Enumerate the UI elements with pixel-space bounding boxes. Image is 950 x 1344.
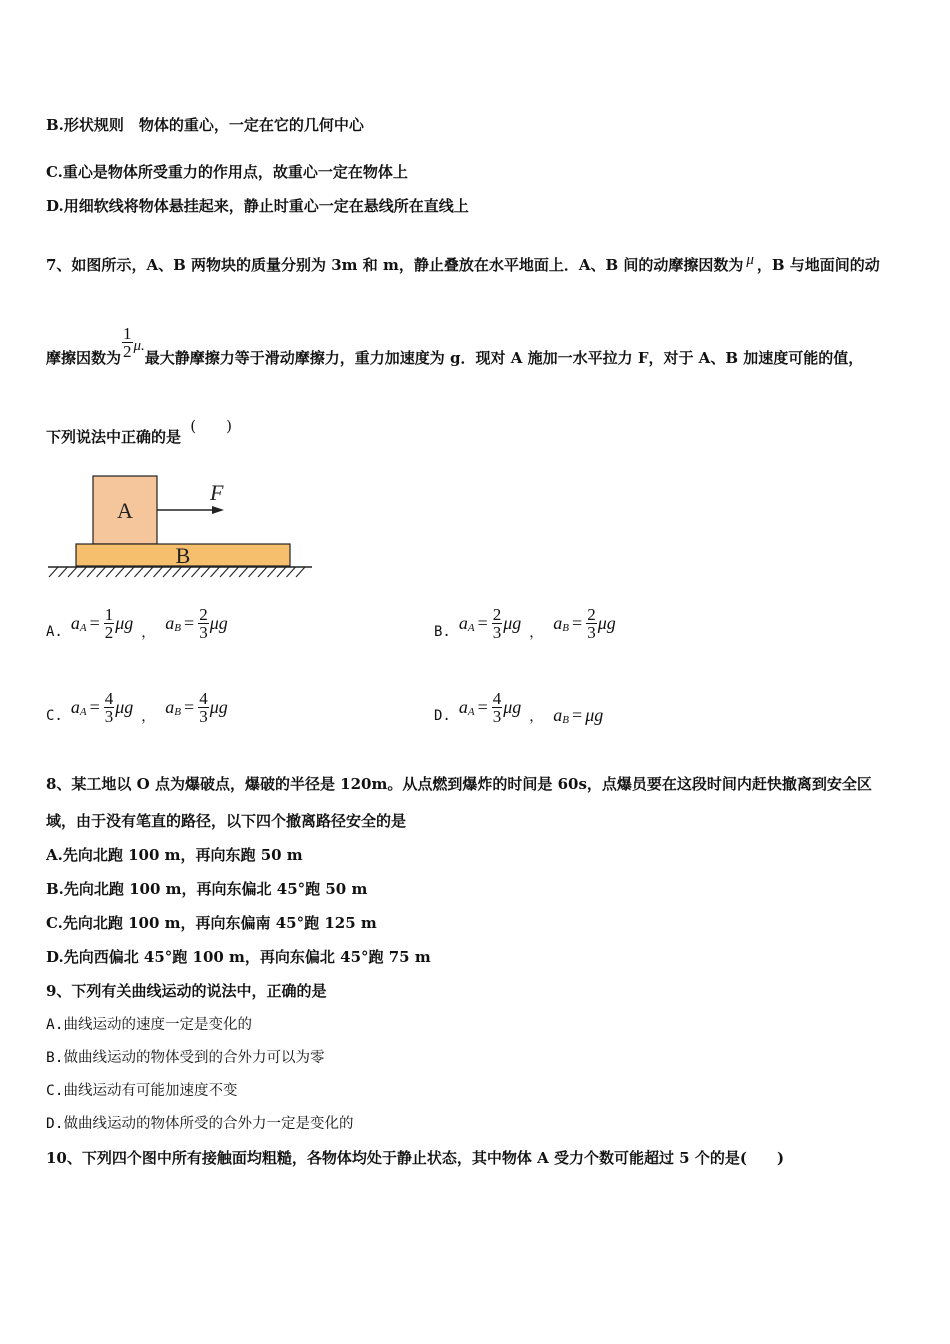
hatch-stroke bbox=[230, 567, 239, 577]
q8-stem-line1: 8、某工地以 O 点为爆破点，爆破的半径是 120m。从点燃到爆炸的时间是 60s，点爆员要在这段时间内赶快撤离到安全区 bbox=[46, 775, 872, 793]
q6-option-c: C.重心是物体所受重力的作用点，故重心一定在物体上 bbox=[46, 163, 408, 181]
hatch-stroke bbox=[220, 567, 229, 577]
hatch-stroke bbox=[258, 567, 267, 577]
q7-stem-line1: 7、如图所示，A、B 两物块的质量分别为 3m 和 m，静止叠放在水平地面上．A、B 间的动摩擦因数为 μ ，B 与地面间的动 bbox=[46, 252, 880, 274]
q8-stem-line2: 域，由于没有笔直的路径，以下四个撤离路径安全的是 bbox=[46, 812, 407, 830]
q8-option-b: B.先向北跑 100 m，再向东偏北 45°跑 50 m bbox=[46, 880, 368, 898]
q8-option-d: D.先向西偏北 45°跑 100 m，再向东偏北 45°跑 75 m bbox=[46, 948, 431, 966]
q7-option-d: D. a $_A$ = $\frac{4}{3}$ μg ， a $_B$ = μg bbox=[434, 689, 604, 726]
fraction: $\frac{4}{3}$ bbox=[492, 689, 502, 726]
hatch-stroke bbox=[87, 567, 96, 577]
hatch-stroke bbox=[239, 567, 248, 577]
hatch-stroke bbox=[211, 567, 220, 577]
fraction: $\frac{4}{3}$ bbox=[199, 689, 208, 726]
fraction: $\frac{2}{3}$ bbox=[492, 605, 502, 642]
q9-option-d: D.做曲线运动的物体所受的合外力一定是变化的 bbox=[46, 1116, 354, 1132]
fraction: $\frac{2}{3}$ bbox=[587, 605, 596, 642]
block-b-label: B bbox=[175, 543, 191, 568]
hatch-stroke bbox=[192, 567, 201, 577]
q9-option-b: B.做曲线运动的物体受到的合外力可以为零 bbox=[46, 1050, 325, 1066]
force-label: F bbox=[210, 480, 224, 505]
q7-option-a: A. a $_A$ = $\frac{1}{2}$ μg ， a $_B$ = $\frac{2}{3}$ μg bbox=[46, 605, 228, 642]
q7-option-c: C. a $_A$ = $\frac{4}{3}$ μg ， a $_B$ = $\frac{4}{3}$ μg bbox=[46, 689, 228, 726]
ground-hatching bbox=[49, 567, 305, 577]
hatch-stroke bbox=[106, 567, 115, 577]
hatch-stroke bbox=[173, 567, 182, 577]
half-fraction: $\frac{1}{2}$ bbox=[123, 324, 132, 361]
q8-option-c: C.先向北跑 100 m，再向东偏南 45°跑 125 m bbox=[46, 914, 377, 932]
q9-option-a: A.曲线运动的速度一定是变化的 bbox=[46, 1017, 252, 1033]
blocks-figure bbox=[46, 472, 316, 582]
fraction: $\frac{1}{2}$ bbox=[104, 605, 114, 642]
q6-option-b: B.形状规则 物体的重心，一定在它的几何中心 bbox=[46, 116, 364, 134]
hatch-stroke bbox=[268, 567, 277, 577]
hatch-stroke bbox=[116, 567, 125, 577]
hatch-stroke bbox=[201, 567, 210, 577]
hatch-stroke bbox=[135, 567, 144, 577]
answer-blank: ( ) bbox=[190, 417, 232, 435]
block-a-label: A bbox=[117, 498, 133, 523]
q7-stem-line3: 下列说法中正确的是 ( ) bbox=[46, 417, 232, 446]
hatch-stroke bbox=[287, 567, 296, 577]
hatch-stroke bbox=[97, 567, 106, 577]
q9-stem: 9、下列有关曲线运动的说法中，正确的是 bbox=[46, 982, 327, 1000]
hatch-stroke bbox=[182, 567, 191, 577]
q10-stem: 10、下列四个图中所有接触面均粗糙，各物体均处于静止状态，其中物体 A 受力个数可能超过 5 个的是( ) bbox=[46, 1149, 785, 1167]
hatch-stroke bbox=[144, 567, 153, 577]
fraction: $\frac{4}{3}$ bbox=[104, 689, 114, 726]
q8-option-a: A.先向北跑 100 m，再向东跑 50 m bbox=[46, 846, 303, 864]
hatch-stroke bbox=[125, 567, 134, 577]
hatch-stroke bbox=[59, 567, 68, 577]
hatch-stroke bbox=[49, 567, 58, 577]
hatch-stroke bbox=[68, 567, 77, 577]
q6-option-d: D.用细软线将物体悬挂起来，静止时重心一定在悬线所在直线上 bbox=[46, 197, 469, 215]
hatch-stroke bbox=[277, 567, 286, 577]
hatch-stroke bbox=[249, 567, 258, 577]
mu-symbol: μ bbox=[746, 252, 754, 268]
hatch-stroke bbox=[78, 567, 87, 577]
force-arrowhead bbox=[212, 506, 224, 514]
hatch-stroke bbox=[296, 567, 305, 577]
q7-option-b: B. a $_A$ = $\frac{2}{3}$ μg ， a $_B$ = $\frac{2}{3}$ μg bbox=[434, 605, 616, 642]
hatch-stroke bbox=[154, 567, 163, 577]
fraction: $\frac{2}{3}$ bbox=[199, 605, 208, 642]
q7-stem-line2: 摩擦因数为 $\frac{1}{2}$ μ. 最大静摩擦力等于滑动摩擦力，重力加速度为 g．现对 A 施加一水平拉力 F，对于 A、B 加速度可能的值， bbox=[46, 324, 864, 367]
q9-option-c: C.曲线运动有可能加速度不变 bbox=[46, 1083, 238, 1099]
hatch-stroke bbox=[163, 567, 172, 577]
